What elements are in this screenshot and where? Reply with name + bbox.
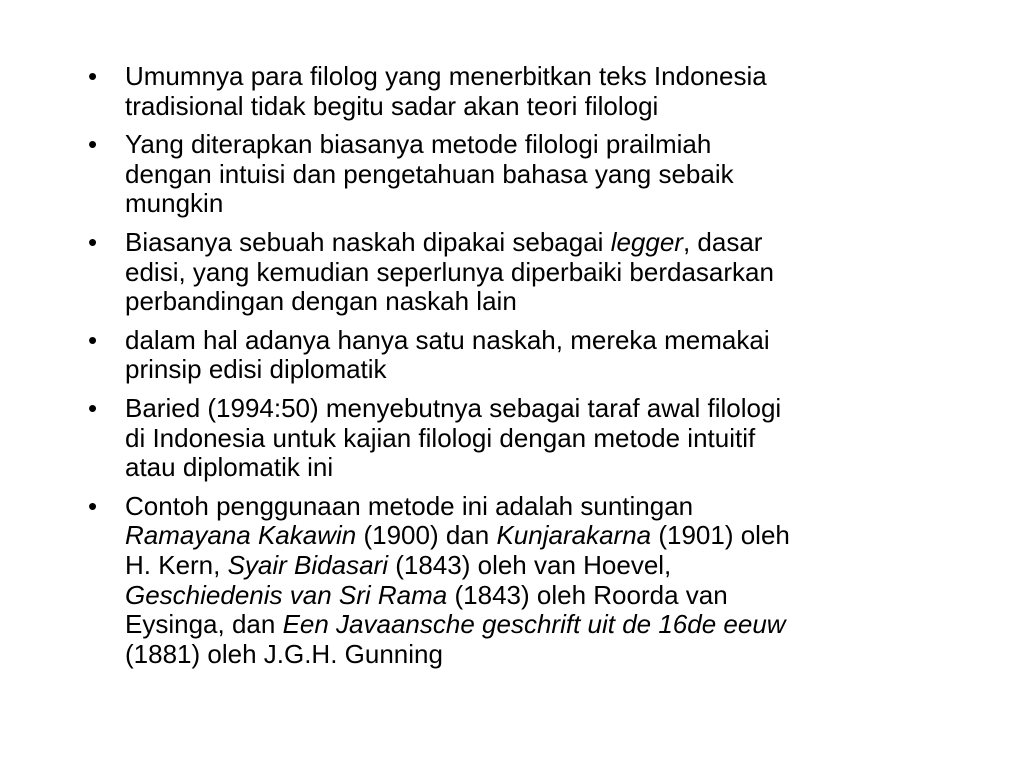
bullet-icon: • (88, 129, 98, 160)
text-segment: Yang diterapkan biasanya metode filologi prailmiah (125, 129, 712, 160)
bullet-icon: • (88, 61, 98, 91)
text-line (125, 453, 968, 483)
bullet-icon: • (88, 324, 98, 355)
text-segment: dengan intuisi dan pengetahuan bahasa yang sebaik (125, 158, 734, 189)
text-segment: Baried (1994:50) menyebutnya sebagai taraf awal filologi (125, 392, 782, 423)
bullet-item (88, 62, 968, 121)
bullet-item (88, 130, 968, 219)
bullet-icon: • (88, 392, 98, 423)
text-line (125, 160, 968, 190)
bullet-item (88, 326, 968, 385)
italic-title-text: Geschiedenis van Sri Rama (125, 579, 448, 610)
text-line (125, 130, 968, 160)
italic-title-text: Kunjarakarna (496, 520, 652, 551)
slide-bullet-list (88, 62, 968, 678)
text-line (125, 394, 968, 424)
text-line (125, 326, 968, 356)
text-segment: (1843) oleh Roorda van (447, 579, 728, 610)
bullet-icon: • (88, 226, 98, 257)
bullet-item (88, 228, 968, 317)
text-line (125, 287, 968, 317)
text-segment: prinsip edisi diplomatik (125, 354, 387, 385)
italic-title-text: Syair Bidasari (227, 549, 388, 580)
text-segment: (1900) dan (356, 520, 497, 551)
text-line (125, 610, 968, 640)
text-line (125, 258, 968, 288)
text-line (125, 355, 968, 385)
bullet-item (88, 492, 968, 670)
text-line (125, 189, 968, 219)
text-segment: di Indonesia untuk kajian filologi dengan metode intuitif (125, 422, 756, 453)
text-line (125, 492, 968, 522)
text-segment: Biasanya sebuah naskah dipakai sebagai (125, 226, 611, 257)
text-segment: (1901) oleh (651, 520, 790, 551)
text-segment: edisi, yang kemudian seperlunya diperbaiki berdasarkan (125, 256, 774, 287)
italic-title-text: Een Javaansche geschrift uit de 16de eeuw (282, 609, 786, 640)
text-segment: (1881) oleh J.G.H. Gunning (125, 638, 443, 669)
text-line (125, 521, 968, 551)
text-line (125, 228, 968, 258)
text-segment: dalam hal adanya hanya satu naskah, mereka memakai (125, 324, 770, 355)
text-segment: mungkin (125, 188, 224, 219)
text-line (125, 581, 968, 611)
bullet-icon: • (88, 490, 98, 521)
text-segment: Contoh penggunaan metode ini adalah suntingan (125, 490, 694, 521)
text-line (125, 551, 968, 581)
text-segment: Umumnya para filolog yang menerbitkan teks Indonesia (125, 61, 767, 91)
italic-title-text: legger (610, 226, 683, 257)
text-line (125, 640, 968, 670)
text-segment: atau diplomatik ini (125, 452, 334, 483)
text-line (125, 62, 968, 92)
italic-title-text: Ramayana Kakawin (125, 520, 357, 551)
text-segment: H. Kern, (125, 549, 228, 580)
text-segment: , dasar (682, 226, 763, 257)
bullet-item (88, 394, 968, 483)
text-segment: tradisional tidak begitu sadar akan teori filologi (125, 90, 659, 121)
text-segment: (1843) oleh van Hoevel, (388, 549, 672, 580)
text-segment: perbandingan dengan naskah lain (125, 286, 517, 317)
text-line (125, 92, 968, 122)
text-line (125, 424, 968, 454)
text-segment: Eysinga, dan (125, 609, 283, 640)
